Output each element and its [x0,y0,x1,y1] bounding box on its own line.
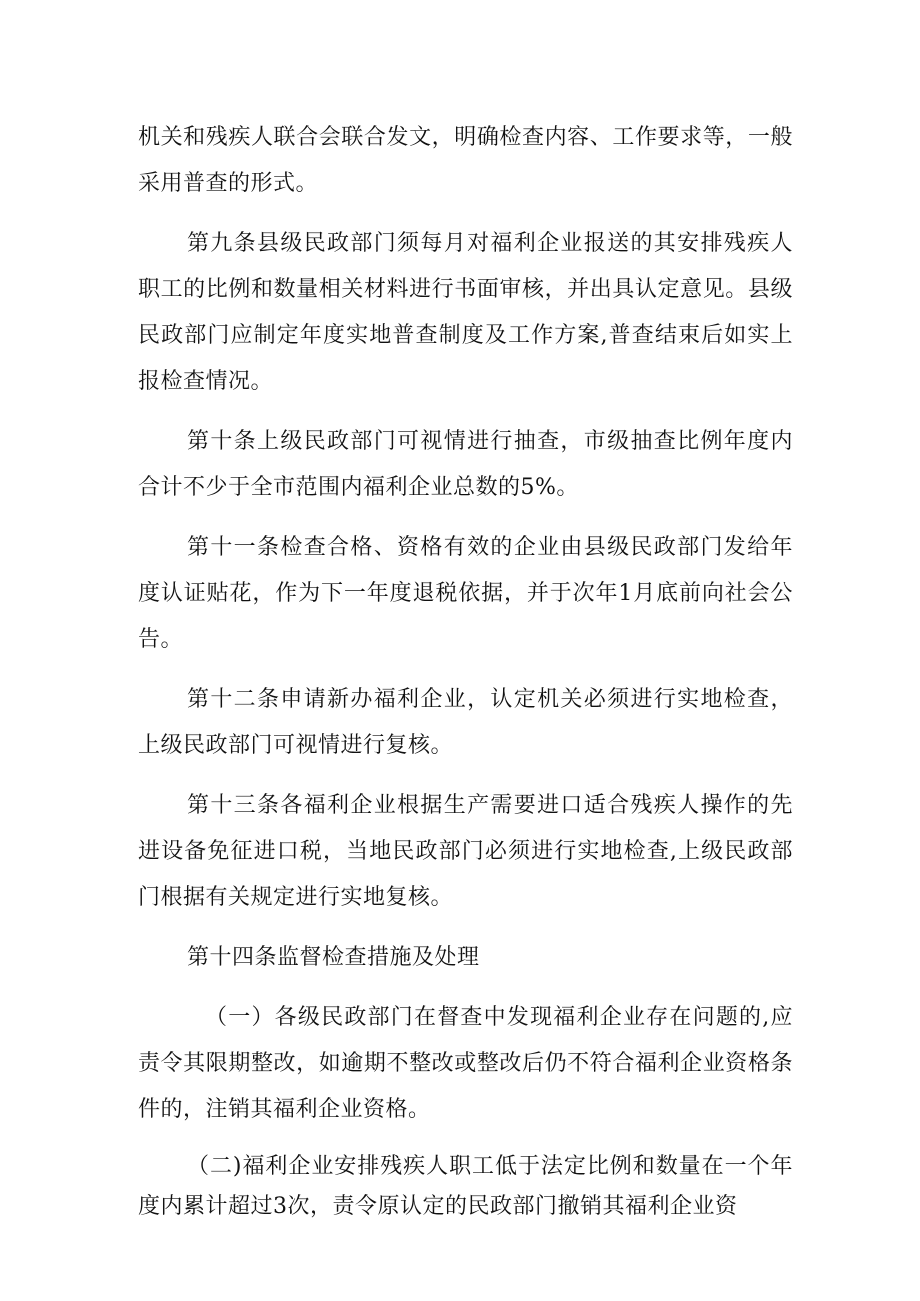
paragraph-article-11: 第十一条检查合格、资格有效的企业由县级民政部门发给年度认证贴花，作为下一年度退税依据，并于次年1月底前向社会公告。 [138,535,793,652]
paragraph-article-14-item-1: （一）各级民政部门在督查中发现福利企业存在问题的,应责令其限期整改，如逾期不整改或整改后仍不符合福利企业资格条件的，注销其福利企业资格。 [138,1005,793,1122]
paragraph-article-12: 第十二条申请新办福利企业，认定机关必须进行实地检查，上级民政部门可视情进行复核。 [138,687,793,758]
paragraph-article-14-item-2: （二)福利企业安排残疾人职工低于法定比例和数量在一个年度内累计超过3次，责令原认定的民政部门撤销其福利企业资 [138,1154,793,1219]
paragraph-article-14-heading: 第十四条监督检查措施及处理 [187,945,480,970]
paragraph-article-9: 第九条县级民政部门须每月对福利企业报送的其安排残疾人职工的比例和数量相关材料进行书面审核，并出具认定意见。县级民政部门应制定年度实地普查制度及工作方案,普查结束后如实上报检查情况。 [138,231,793,394]
document-body [138,115,793,1241]
paragraph-article-10: 第十条上级民政部门可视情进行抽查，市级抽查比例年度内合计不少于全市范围内福利企业总数的5%。 [138,429,793,500]
paragraph-continuation: 机关和残疾人联合会联合发文，明确检查内容、工作要求等，一般采用普查的形式。 [138,125,793,196]
paragraph-article-13: 第十三条各福利企业根据生产需要进口适合残疾人操作的先进设备免征进口税，当地民政部门必须进行实地检查,上级民政部门根据有关规定进行实地复核。 [138,793,793,910]
